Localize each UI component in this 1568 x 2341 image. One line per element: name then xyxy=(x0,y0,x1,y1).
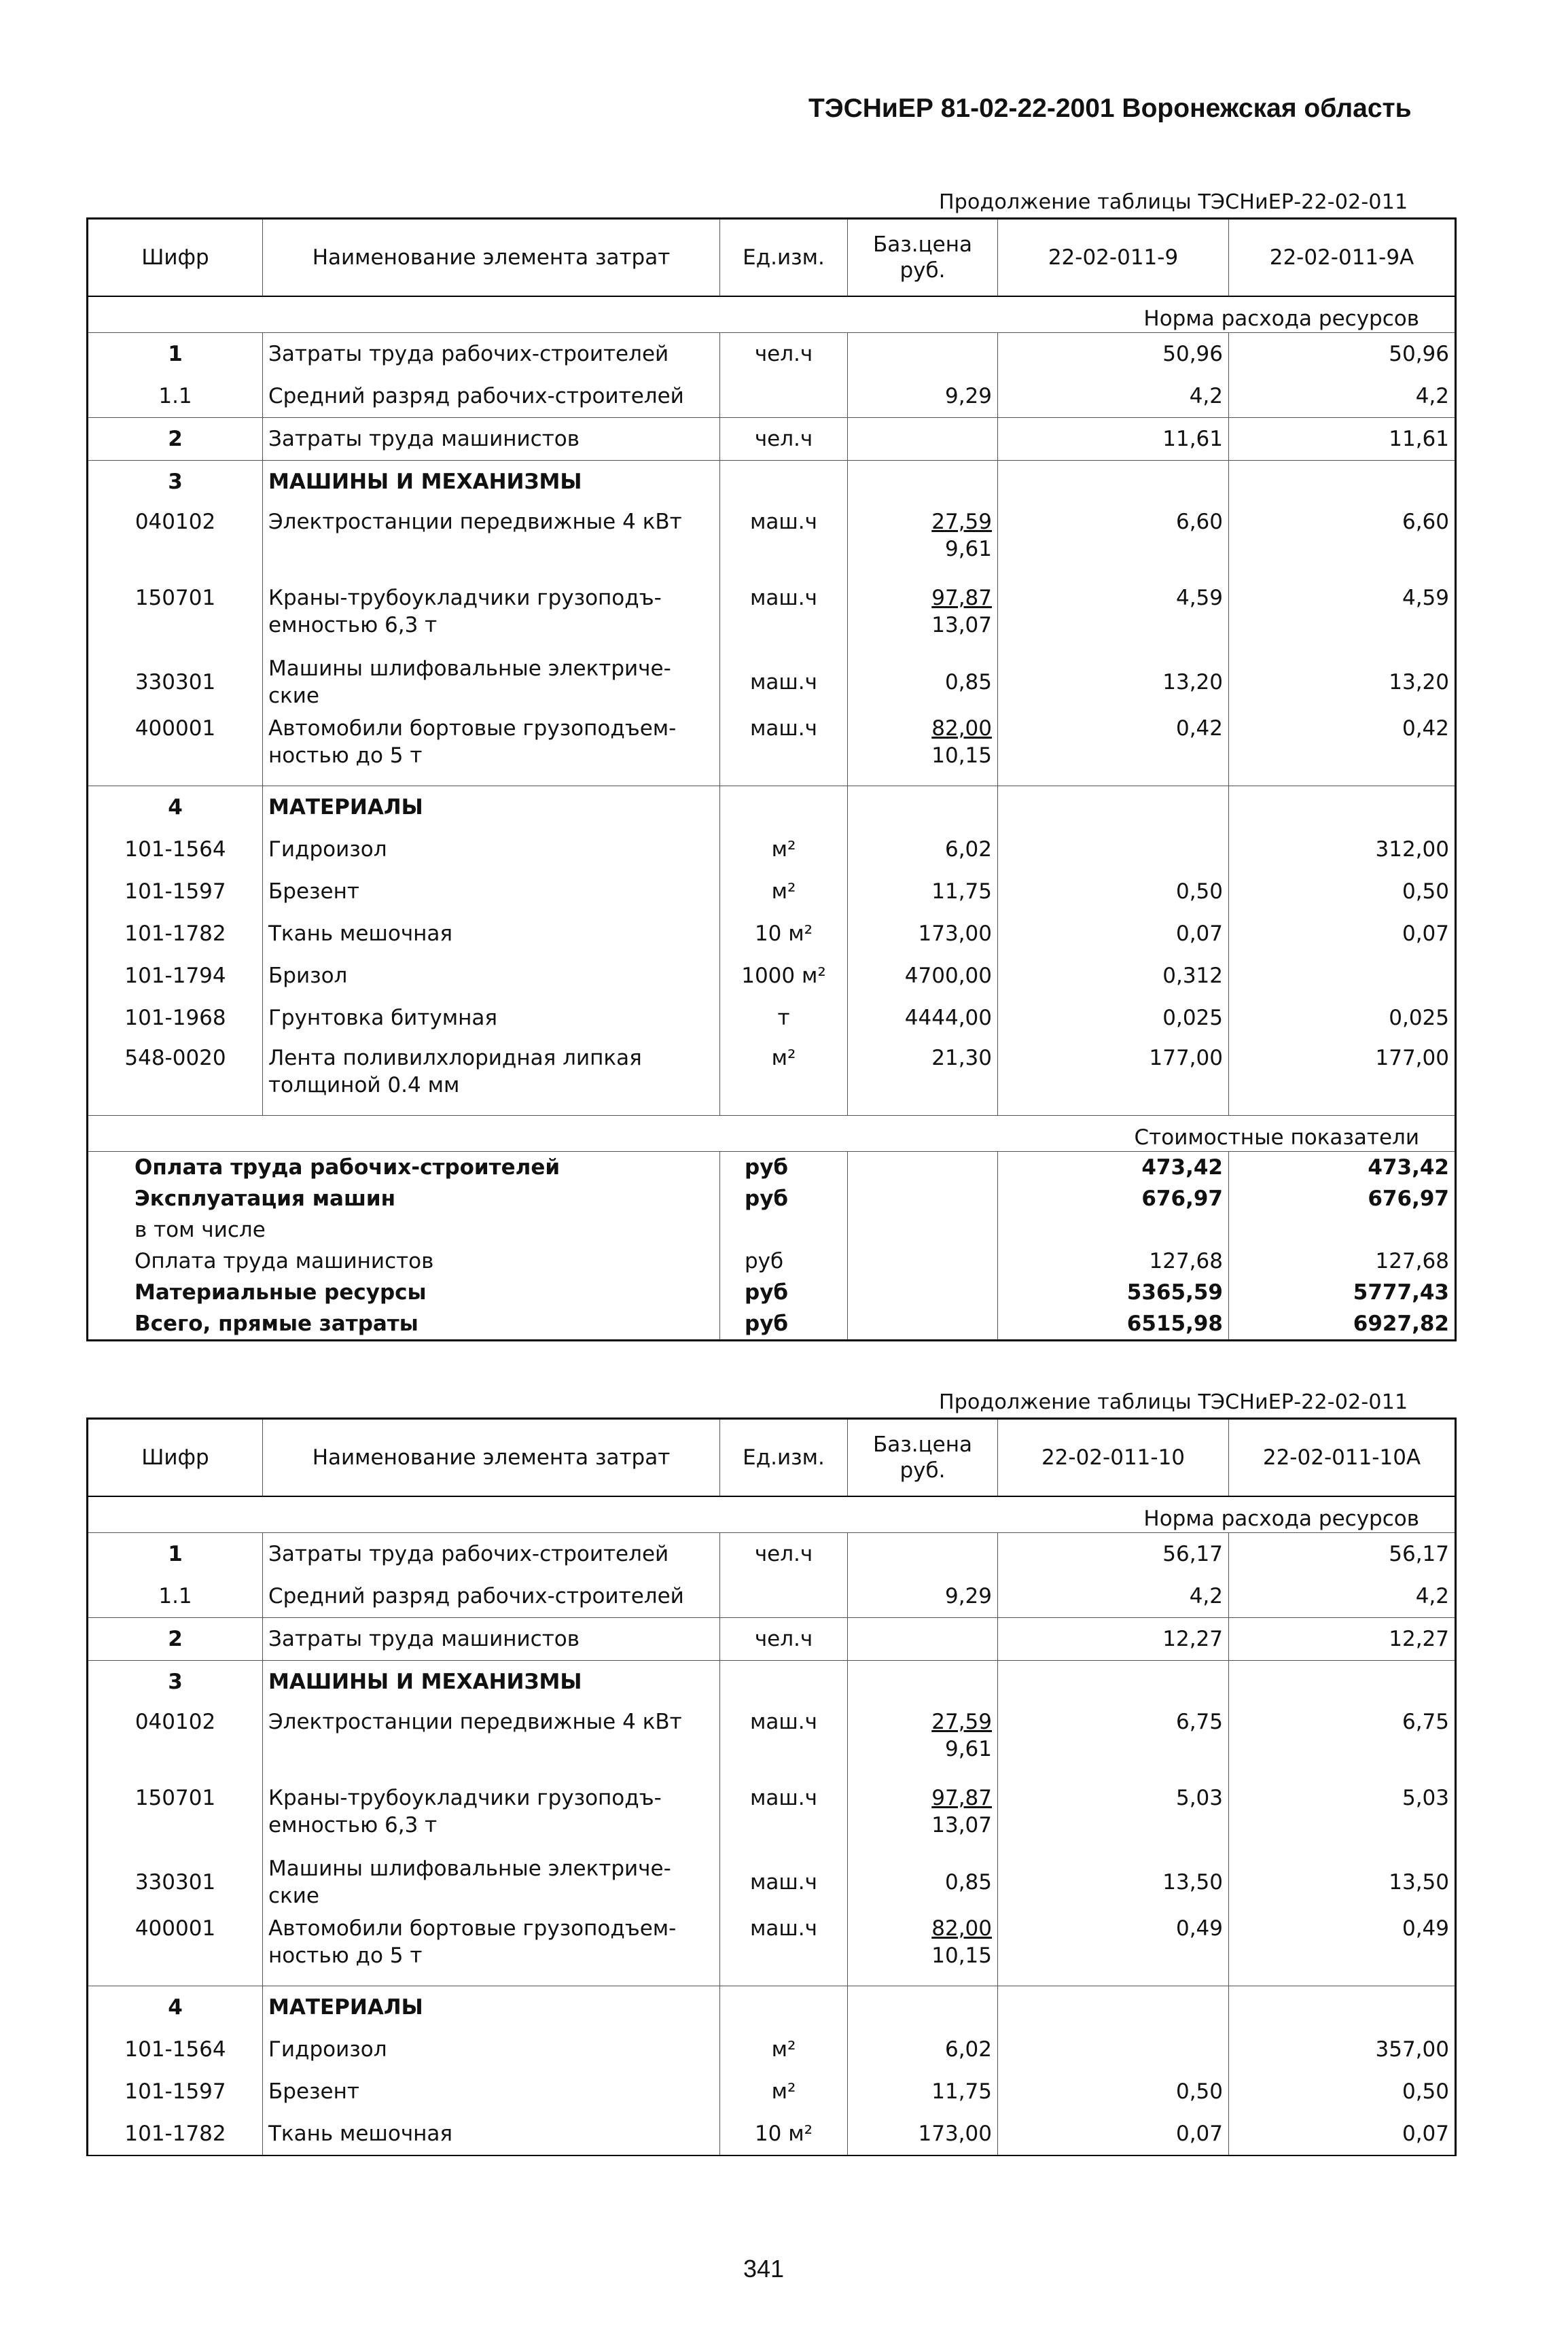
price-wage-value: 9,61 xyxy=(944,537,992,561)
total-label: Всего, прямые затраты xyxy=(135,1312,418,1336)
table-row xyxy=(88,655,1456,709)
table-row xyxy=(88,1661,1456,1704)
cell-code: 1.1 xyxy=(158,384,192,408)
cell-price xyxy=(848,1909,998,1986)
cell-price xyxy=(848,1703,998,1779)
total-value-a: 473,42 xyxy=(998,1152,1229,1184)
cell-code: 101-1564 xyxy=(124,2037,226,2062)
total-price-cell xyxy=(848,1214,998,1246)
cell-price xyxy=(848,1661,998,1704)
table-row xyxy=(88,2071,1456,2113)
cell-value-b xyxy=(1229,1661,1456,1704)
cell-value-a xyxy=(998,461,1229,504)
cell-value-a xyxy=(998,786,1229,829)
total-label: Материальные ресурсы xyxy=(135,1280,427,1305)
cell-value-b: 13,50 xyxy=(1229,1855,1456,1909)
cell-code: 1 xyxy=(168,1542,183,1566)
cell-name: Средний разряд рабочих-строителей xyxy=(263,1575,720,1618)
cell-price xyxy=(848,2113,998,2155)
cell-unit: м² xyxy=(720,1039,848,1116)
price-value: 9,29 xyxy=(944,384,992,408)
cell-price xyxy=(848,1039,998,1116)
totals-row xyxy=(88,1214,1456,1246)
cell-value-b: 357,00 xyxy=(1229,2028,1456,2071)
cell-value-a: 0,312 xyxy=(998,955,1229,997)
cell-value-b: 0,50 xyxy=(1229,870,1456,913)
price-wage-value: 13,07 xyxy=(931,1813,992,1837)
column-header-code: Шифр xyxy=(88,1419,263,1497)
total-value-b: 6927,82 xyxy=(1229,1308,1456,1341)
cell-value-b: 50,96 xyxy=(1229,333,1456,376)
cost-subheader-row xyxy=(88,1116,1456,1152)
price-value: 4444,00 xyxy=(904,1006,992,1030)
column-header-price: Баз.цена руб. xyxy=(848,219,998,297)
cell-price xyxy=(848,503,998,579)
cell-price xyxy=(848,709,998,786)
price-value: 27,59 xyxy=(931,1710,992,1734)
cell-unit: маш.ч xyxy=(720,503,848,579)
table-row xyxy=(88,870,1456,913)
totals-row xyxy=(88,1308,1456,1341)
cell-code: 150701 xyxy=(135,586,216,610)
table-row xyxy=(88,1618,1456,1661)
cell-name: Электростанции передвижные 4 кВт xyxy=(263,1703,720,1779)
cell-name: Брезент xyxy=(263,870,720,913)
cell-value-a: 4,59 xyxy=(998,579,1229,655)
cell-name: Ткань мешочная xyxy=(263,2113,720,2155)
norm-subheader: Норма расхода ресурсов xyxy=(88,1496,1456,1533)
resource-table-1 xyxy=(86,217,1457,1341)
cell-unit: м² xyxy=(720,2071,848,2113)
cell-name: Электростанции передвижные 4 кВт xyxy=(263,503,720,579)
resource-table-2 xyxy=(86,1418,1457,2156)
cell-name: Затраты труда машинистов xyxy=(263,1618,720,1661)
cell-value-a: 0,07 xyxy=(998,2113,1229,2155)
norm-subheader-row xyxy=(88,296,1456,333)
cell-name: Краны-трубоукладчики грузоподъ-емностью 6,3 т xyxy=(263,1779,720,1855)
cell-value-b: 177,00 xyxy=(1229,1039,1456,1116)
column-header-unit: Ед.изм. xyxy=(720,1419,848,1497)
table-row xyxy=(88,955,1456,997)
cell-value-a: 6,75 xyxy=(998,1703,1229,1779)
cell-code: 2 xyxy=(88,418,263,461)
totals-row xyxy=(88,1246,1456,1277)
cell-unit xyxy=(720,375,848,418)
column-header-name: Наименование элемента затрат xyxy=(263,219,720,297)
total-value-b: 473,42 xyxy=(1229,1152,1456,1184)
cell-value-a xyxy=(998,2028,1229,2071)
cell-code: 330301 xyxy=(135,670,216,694)
cell-value-a: 6,60 xyxy=(998,503,1229,579)
price-wage-value: 9,61 xyxy=(944,1737,992,1761)
cell-name: Автомобили бортовые грузоподъем-ностью до 5 т xyxy=(263,1909,720,1986)
table-row xyxy=(88,1779,1456,1855)
cell-value-b: 12,27 xyxy=(1229,1618,1456,1661)
cell-code: 101-1564 xyxy=(124,837,226,862)
price-value: 97,87 xyxy=(931,586,992,610)
table-row xyxy=(88,2113,1456,2155)
cell-code: 2 xyxy=(88,1618,263,1661)
total-value-a: 127,68 xyxy=(998,1246,1229,1277)
norm-subheader: Норма расхода ресурсов xyxy=(88,296,1456,333)
total-unit: руб xyxy=(720,1183,848,1214)
total-unit xyxy=(720,1214,848,1246)
cell-name: Затраты труда машинистов xyxy=(263,418,720,461)
price-value: 6,02 xyxy=(944,2037,992,2062)
cell-code: 150701 xyxy=(135,1786,216,1810)
cell-value-a: 0,025 xyxy=(998,997,1229,1039)
cell-name: Лента поливилхлоридная липкая толщиной 0.4 мм xyxy=(263,1039,720,1116)
price-value: 11,75 xyxy=(931,879,992,904)
cell-unit xyxy=(720,1661,848,1704)
cell-value-a: 0,50 xyxy=(998,870,1229,913)
cell-price xyxy=(848,333,998,376)
total-label: Оплата труда рабочих-строителей xyxy=(135,1155,560,1180)
cell-value-b xyxy=(1229,955,1456,997)
cell-code: 101-1782 xyxy=(124,921,226,946)
cell-value-a: 0,42 xyxy=(998,709,1229,786)
cell-value-a xyxy=(998,828,1229,870)
total-label: Оплата труда машинистов xyxy=(135,1249,434,1273)
cell-unit: маш.ч xyxy=(720,1909,848,1986)
table-continuation-label: Продолжение таблицы ТЭСНиЕР-22-02-011 xyxy=(939,190,1408,214)
cell-value-b xyxy=(1229,786,1456,829)
cell-unit: 1000 м² xyxy=(720,955,848,997)
cell-code: 330301 xyxy=(135,1870,216,1895)
cell-unit xyxy=(720,1575,848,1618)
cell-value-a: 12,27 xyxy=(998,1618,1229,1661)
cell-unit: чел.ч xyxy=(720,418,848,461)
cell-value-a: 13,50 xyxy=(998,1855,1229,1909)
total-unit: руб xyxy=(720,1246,848,1277)
cell-value-a: 11,61 xyxy=(998,418,1229,461)
total-value-a xyxy=(998,1214,1229,1246)
table-row xyxy=(88,1703,1456,1779)
total-value-a: 5365,59 xyxy=(998,1277,1229,1308)
price-value: 6,02 xyxy=(944,837,992,862)
cell-price xyxy=(848,870,998,913)
cell-name: Краны-трубоукладчики грузоподъ-емностью 6,3 т xyxy=(263,579,720,655)
total-label: в том числе xyxy=(135,1218,266,1242)
table-header-row xyxy=(88,1419,1456,1497)
cell-value-b: 0,07 xyxy=(1229,2113,1456,2155)
totals-body xyxy=(88,1152,1456,1341)
table-row xyxy=(88,503,1456,579)
cell-value-b: 5,03 xyxy=(1229,1779,1456,1855)
cell-unit: м² xyxy=(720,870,848,913)
table-row xyxy=(88,1855,1456,1909)
cell-code: 3 xyxy=(88,461,263,504)
cell-price xyxy=(848,375,998,418)
cell-name: Ткань мешочная xyxy=(263,913,720,955)
price-value: 21,30 xyxy=(931,1046,992,1070)
table-row xyxy=(88,1039,1456,1116)
cell-code: 4 xyxy=(88,786,263,829)
cell-value-a: 4,2 xyxy=(998,375,1229,418)
price-value: 173,00 xyxy=(918,921,992,946)
price-value: 9,29 xyxy=(944,1584,992,1608)
price-value: 82,00 xyxy=(931,1916,992,1941)
totals-row xyxy=(88,1277,1456,1308)
table-row xyxy=(88,997,1456,1039)
column-header-name: Наименование элемента затрат xyxy=(263,1419,720,1497)
cell-price xyxy=(848,913,998,955)
cell-price xyxy=(848,786,998,829)
cell-unit: 10 м² xyxy=(720,913,848,955)
total-unit: руб xyxy=(720,1152,848,1184)
cell-name: Затраты труда рабочих-строителей xyxy=(263,333,720,376)
cell-code: 101-1597 xyxy=(124,2079,226,2104)
cell-unit: чел.ч xyxy=(720,333,848,376)
total-value-b: 127,68 xyxy=(1229,1246,1456,1277)
cell-name: Затраты труда рабочих-строителей xyxy=(263,1533,720,1576)
cell-price xyxy=(848,997,998,1039)
table-row xyxy=(88,1575,1456,1618)
cell-unit: маш.ч xyxy=(720,1779,848,1855)
table-row xyxy=(88,709,1456,786)
cell-unit: маш.ч xyxy=(720,655,848,709)
total-price-cell xyxy=(848,1277,998,1308)
cell-unit: т xyxy=(720,997,848,1039)
cell-value-b: 56,17 xyxy=(1229,1533,1456,1576)
cost-subheader: Стоимостные показатели xyxy=(88,1116,1456,1152)
cell-code: 3 xyxy=(88,1661,263,1704)
total-price-cell xyxy=(848,1246,998,1277)
total-price-cell xyxy=(848,1308,998,1341)
cell-price xyxy=(848,2071,998,2113)
table-row xyxy=(88,418,1456,461)
cell-code: 101-1782 xyxy=(124,2122,226,2146)
cell-value-a: 5,03 xyxy=(998,1779,1229,1855)
cell-code: 400001 xyxy=(135,716,216,741)
price-value: 173,00 xyxy=(918,2122,992,2146)
cell-value-b: 312,00 xyxy=(1229,828,1456,870)
cell-name: Бризол xyxy=(263,955,720,997)
cell-name: Брезент xyxy=(263,2071,720,2113)
total-value-a: 676,97 xyxy=(998,1183,1229,1214)
cell-name: Машины шлифовальные электриче-ские xyxy=(263,655,720,709)
cell-unit: маш.ч xyxy=(720,1703,848,1779)
cell-value-a: 56,17 xyxy=(998,1533,1229,1576)
cell-price xyxy=(848,1618,998,1661)
cell-value-b: 6,75 xyxy=(1229,1703,1456,1779)
cell-value-b: 4,2 xyxy=(1229,375,1456,418)
cell-unit: чел.ч xyxy=(720,1533,848,1576)
cell-code: 101-1968 xyxy=(124,1006,226,1030)
total-label: Эксплуатация машин xyxy=(135,1186,396,1211)
table-row xyxy=(88,333,1456,376)
cell-value-a xyxy=(998,1986,1229,2029)
column-header-unit: Ед.изм. xyxy=(720,219,848,297)
cell-value-a: 13,20 xyxy=(998,655,1229,709)
cell-code: 548-0020 xyxy=(124,1046,226,1070)
table-row xyxy=(88,579,1456,655)
cell-value-a: 0,49 xyxy=(998,1909,1229,1986)
price-value: 82,00 xyxy=(931,716,992,741)
column-header-price: Баз.цена руб. xyxy=(848,1419,998,1497)
price-value: 11,75 xyxy=(931,2079,992,2104)
cell-value-b: 0,07 xyxy=(1229,913,1456,955)
cell-unit xyxy=(720,786,848,829)
price-value: 0,85 xyxy=(944,1870,992,1895)
total-value-b: 676,97 xyxy=(1229,1183,1456,1214)
cell-name: МАШИНЫ И МЕХАНИЗМЫ xyxy=(263,1661,720,1704)
table-row xyxy=(88,913,1456,955)
cell-value-b: 6,60 xyxy=(1229,503,1456,579)
cell-value-b: 4,59 xyxy=(1229,579,1456,655)
cell-name: Автомобили бортовые грузоподъем-ностью до 5 т xyxy=(263,709,720,786)
document-title: ТЭСНиЕР 81-02-22-2001 Воронежская область xyxy=(808,94,1412,123)
table-continuation-label: Продолжение таблицы ТЭСНиЕР-22-02-011 xyxy=(939,1390,1408,1414)
table-row xyxy=(88,786,1456,829)
cell-price xyxy=(848,1533,998,1576)
cell-name: Машины шлифовальные электриче-ские xyxy=(263,1855,720,1909)
cell-unit: м² xyxy=(720,828,848,870)
cell-value-a: 0,07 xyxy=(998,913,1229,955)
cell-value-b xyxy=(1229,1986,1456,2029)
norm-subheader-row xyxy=(88,1496,1456,1533)
price-value: 0,85 xyxy=(944,670,992,694)
cell-price xyxy=(848,1575,998,1618)
cell-price xyxy=(848,1855,998,1909)
column-header-a: 22-02-011-10 xyxy=(998,1419,1229,1497)
table-row xyxy=(88,1533,1456,1576)
cell-price xyxy=(848,1986,998,2029)
total-value-b: 5777,43 xyxy=(1229,1277,1456,1308)
cell-value-b: 0,42 xyxy=(1229,709,1456,786)
cell-price xyxy=(848,828,998,870)
cell-name: МАШИНЫ И МЕХАНИЗМЫ xyxy=(263,461,720,504)
column-header-code: Шифр xyxy=(88,219,263,297)
total-unit: руб xyxy=(720,1277,848,1308)
cell-name: МАТЕРИАЛЫ xyxy=(263,786,720,829)
cell-name: МАТЕРИАЛЫ xyxy=(263,1986,720,2029)
cell-name: Средний разряд рабочих-строителей xyxy=(263,375,720,418)
cell-value-a: 0,50 xyxy=(998,2071,1229,2113)
cell-value-b: 0,50 xyxy=(1229,2071,1456,2113)
cell-code: 101-1794 xyxy=(124,964,226,988)
cell-code: 101-1597 xyxy=(124,879,226,904)
price-value: 27,59 xyxy=(931,510,992,534)
totals-row xyxy=(88,1152,1456,1184)
cell-value-a: 177,00 xyxy=(998,1039,1229,1116)
table-row xyxy=(88,375,1456,418)
cell-name: Гидроизол xyxy=(263,2028,720,2071)
total-price-cell xyxy=(848,1152,998,1184)
cell-value-a: 50,96 xyxy=(998,333,1229,376)
cell-unit: чел.ч xyxy=(720,1618,848,1661)
cell-code: 040102 xyxy=(135,1710,216,1734)
column-header-b: 22-02-011-9А xyxy=(1229,219,1456,297)
table-header-row xyxy=(88,219,1456,297)
cell-price xyxy=(848,655,998,709)
cell-value-a xyxy=(998,1661,1229,1704)
cell-unit: маш.ч xyxy=(720,579,848,655)
price-wage-value: 13,07 xyxy=(931,613,992,637)
cell-value-b: 4,2 xyxy=(1229,1575,1456,1618)
cell-price xyxy=(848,2028,998,2071)
cell-name: Грунтовка битумная xyxy=(263,997,720,1039)
cell-unit xyxy=(720,1986,848,2029)
column-header-b: 22-02-011-10А xyxy=(1229,1419,1456,1497)
cell-code: 1 xyxy=(168,342,183,366)
cell-unit: 10 м² xyxy=(720,2113,848,2155)
table-row xyxy=(88,1986,1456,2029)
cell-unit xyxy=(720,461,848,504)
cell-price xyxy=(848,1779,998,1855)
cell-value-b: 13,20 xyxy=(1229,655,1456,709)
cell-price xyxy=(848,579,998,655)
cell-value-b: 11,61 xyxy=(1229,418,1456,461)
total-value-a: 6515,98 xyxy=(998,1308,1229,1341)
cell-unit: маш.ч xyxy=(720,709,848,786)
total-price-cell xyxy=(848,1183,998,1214)
table-row xyxy=(88,828,1456,870)
table-body xyxy=(88,333,1456,1116)
cell-value-b xyxy=(1229,461,1456,504)
cell-unit: маш.ч xyxy=(720,1855,848,1909)
table-row xyxy=(88,1909,1456,1986)
page-number: 341 xyxy=(743,2255,785,2283)
cell-code: 400001 xyxy=(135,1916,216,1941)
total-unit: руб xyxy=(720,1308,848,1341)
price-wage-value: 10,15 xyxy=(931,743,992,768)
totals-row xyxy=(88,1183,1456,1214)
cell-code: 4 xyxy=(88,1986,263,2029)
cell-value-a: 4,2 xyxy=(998,1575,1229,1618)
cell-unit: м² xyxy=(720,2028,848,2071)
table-row xyxy=(88,461,1456,504)
cell-price xyxy=(848,461,998,504)
table-row xyxy=(88,2028,1456,2071)
price-value: 4700,00 xyxy=(904,964,992,988)
cell-code: 1.1 xyxy=(158,1584,192,1608)
table-body xyxy=(88,1533,1456,2156)
cell-value-b: 0,025 xyxy=(1229,997,1456,1039)
cell-value-b: 0,49 xyxy=(1229,1909,1456,1986)
column-header-a: 22-02-011-9 xyxy=(998,219,1229,297)
cell-price xyxy=(848,418,998,461)
price-wage-value: 10,15 xyxy=(931,1943,992,1968)
cell-name: Гидроизол xyxy=(263,828,720,870)
price-value: 97,87 xyxy=(931,1786,992,1810)
cell-price xyxy=(848,955,998,997)
total-value-b xyxy=(1229,1214,1456,1246)
cell-code: 040102 xyxy=(135,510,216,534)
